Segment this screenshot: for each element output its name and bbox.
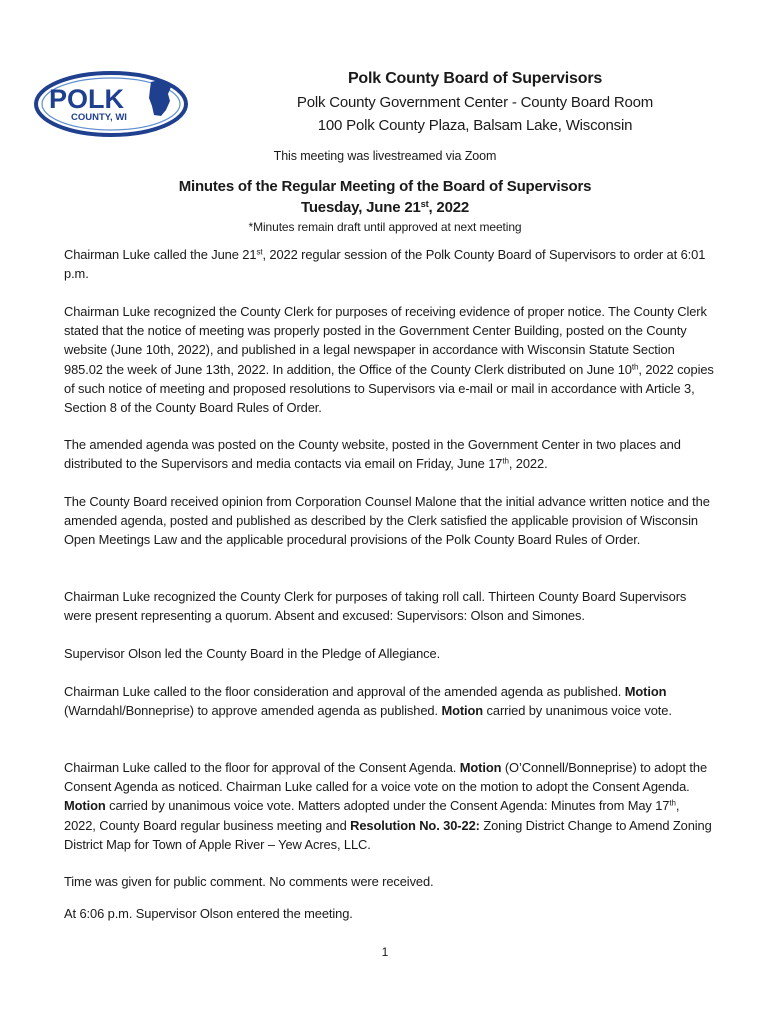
- p3-text-a: The amended agenda was posted on the County website, posted in the Government Center in two places and distributed to the Supervisors and media contacts via email on Friday, June 17: [64, 437, 681, 472]
- address-line: 100 Polk County Plaza, Balsam Lake, Wisconsin: [317, 117, 633, 134]
- p8-text-c: carried by unanimous voice vote. Matters adopted under the Consent Agenda: Minutes from May 17: [105, 798, 670, 814]
- paragraph-amended-agenda: [64, 435, 714, 473]
- p2-text-a: Chairman Luke recognized the County Clerk for purposes of receiving evidence of proper notice. The County Clerk stated that the notice of meeting was properly posted in the Government Center Building, posted on the County website (June 10th, 2022), and published in a legal newspaper in accordance with Wisconsin Statute Section 985.02 the week of June 13th, 2022. In addition, the Office of the County Clerk distributed on June 10: [64, 304, 707, 377]
- p6-text: Supervisor Olson led the County Board in the Pledge of Allegiance.: [64, 646, 441, 661]
- p8-sup: th: [669, 799, 676, 809]
- draft-note: *Minutes remain draft until approved at next meeting: [248, 220, 522, 234]
- p8-resolution: Resolution No. 30-22:: [350, 817, 480, 833]
- p7-motion-2: Motion: [441, 703, 484, 719]
- paragraph-counsel-opinion: [64, 492, 714, 550]
- polk-county-logo: [33, 70, 190, 138]
- paragraph-proper-notice: [64, 302, 714, 417]
- venue-line: Polk County Government Center - County Board Room: [296, 94, 654, 111]
- p3-text-b: , 2022.: [508, 456, 548, 472]
- paragraph-pledge: [64, 644, 714, 663]
- p7-text-a: Chairman Luke called to the floor consideration and approval of the amended agenda as published.: [64, 684, 625, 699]
- p8-motion-1: Motion: [459, 760, 502, 775]
- board-title: Polk County Board of Supervisors: [347, 70, 603, 87]
- p10-text: At 6:06 p.m. Supervisor Olson entered the meeting.: [64, 906, 353, 921]
- p8-motion-2: Motion: [64, 798, 106, 814]
- paragraph-olson-entered: [64, 904, 714, 923]
- logo-main-text: POLK: [49, 84, 125, 114]
- paragraph-call-to-order: [64, 245, 714, 283]
- p5-text: Chairman Luke recognized the County Clerk for purposes of taking roll call. Thirteen County Board Supervisors were present representing a quorum. Absent and excused: Supervisors: Olson and Simones.: [64, 589, 687, 624]
- minutes-title: Minutes of the Regular Meeting of the Board of Supervisors: [178, 178, 592, 195]
- p4-text: The County Board received opinion from Corporation Counsel Malone that the initial advance written notice and the amended agenda, posted and published as described by the Clerk satisfied the applicable provision of Wisconsin Open Meetings Law and the applicable procedural provisions of the Polk County Board Rules of Order.: [64, 494, 710, 548]
- logo-graphic: [33, 70, 190, 138]
- p8-text-d: , 2022, County Board regular business meeting and: [64, 798, 680, 833]
- livestream-note: This meeting was livestreamed via Zoom: [273, 149, 497, 163]
- p8-text-e: Zoning District Change to Amend Zoning District Map for Town of Apple River – Yew Acres, LLC.: [64, 817, 712, 852]
- p1-text-a: Chairman Luke called the June 21: [64, 247, 257, 262]
- p3-sup: th: [502, 456, 509, 466]
- p9-text: Time was given for public comment. No comments were received.: [64, 874, 434, 889]
- logo-sub-text: COUNTY, WI: [71, 112, 127, 123]
- p2-sup: th: [631, 362, 639, 372]
- page-number: 1: [381, 945, 389, 959]
- paragraph-roll-call: [64, 587, 714, 625]
- p1-text-b: , 2022 regular session of the Polk County Board of Supervisors to order at 6:01 p.m.: [64, 247, 706, 282]
- paragraph-consent-agenda: [64, 758, 714, 854]
- p2-text-b: , 2022 copies of such notice of meeting and proposed resolutions to Supervisors via e-mail or mail in accordance with Article 3, Section 8 of the County Board Rules of Order.: [64, 361, 714, 416]
- meeting-date-year: , 2022: [428, 199, 470, 216]
- meeting-date-main: Tuesday, June 21: [300, 199, 421, 216]
- p1-sup: st: [256, 247, 263, 257]
- p7-motion-1: Motion: [624, 684, 667, 699]
- p8-text-b: (O’Connell/Bonneprise) to adopt the Consent Agenda as noticed. Chairman Luke called for a voice vote on the motion to adopt the Consent Agenda.: [64, 760, 708, 795]
- meeting-date-suffix: st: [420, 198, 429, 209]
- p7-text-b: (Warndahl/Bonneprise) to approve amended agenda as published.: [64, 703, 442, 719]
- paragraph-public-comment: [64, 872, 714, 891]
- p7-text-c: carried by unanimous voice vote.: [483, 703, 672, 719]
- meeting-date: [0, 199, 770, 216]
- paragraph-agenda-approval: [64, 682, 714, 720]
- p8-text-a: Chairman Luke called to the floor for approval of the Consent Agenda.: [64, 760, 460, 775]
